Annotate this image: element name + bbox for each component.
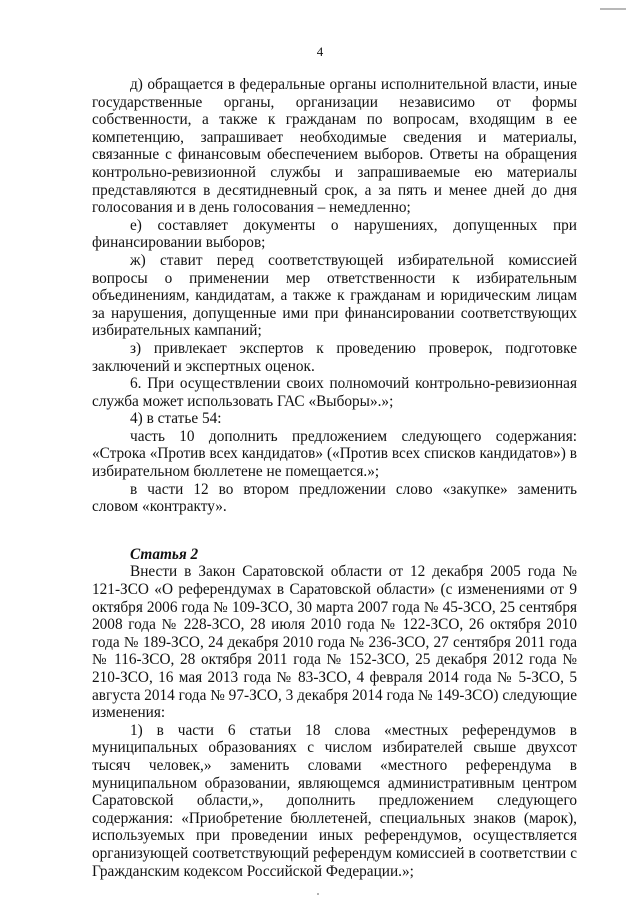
- section-heading-article-2: Статья 2: [130, 545, 199, 563]
- page-number: 4: [316, 44, 324, 59]
- paragraph-part-10: часть 10 дополнить предложением следующего содержания: «Строка «Против всех кандидатов» («Против всех списков кандидатов») в избирательном бюллетене не помещается.»;: [92, 427, 577, 481]
- paragraph-item-6: 6. При осуществлении своих полномочий контрольно-ревизионная служба может использовать ГАС «Выборы».»;: [92, 375, 577, 410]
- paragraph-part-12: в части 12 во втором предложении слово «закупке» заменить словом «контракту».: [92, 480, 577, 516]
- paragraph-e: е) составляет документы о нарушениях, допущенных при финансировании выборов;: [92, 216, 577, 252]
- scan-artifact: [317, 893, 319, 895]
- paragraph-article-2-item-1: 1) в части 6 статьи 18 слова «местных референдумов в муниципальных образованиях с числом избирателей свыше двухсот тысяч человек,» заменить словами «местного референдума в муниципальном образовании, являющемся административным центром Саратовской области,», дополнить предложением следующего содержания: «Приобретение бюллетеней, специальных знаков (марок), используемых при проведении иных референдумов, осуществляется организующей соответствующий референдум комиссией в соответствии с Гражданским кодексом Российской Федерации.»;: [92, 721, 577, 880]
- paragraph-item-4: 4) в статье 54:: [130, 410, 222, 428]
- paragraph-article-2-intro: Внести в Закон Саратовской области от 12 декабря 2005 года № 121-ЗСО «О референдумах в Саратовской области» (с изменениями от 9 октября 2006 года № 109-ЗСО, 30 марта 2007 года № 45-ЗСО, 25 сентября 2008 года № 228-ЗСО, 28 июля 2010 года № 122-ЗСО, 26 октября 2010 года № 189-ЗСО, 24 декабря 2010 года № 236-ЗСО, 27 сентября 2011 года № 116-ЗСО, 28 октября 2011 года № 152-ЗСО, 25 декабря 2012 года № 210-ЗСО, 16 мая 2013 года № 83-ЗСО, 4 февраля 2014 года № 5-ЗСО, 5 августа 2014 года № 97-ЗСО, 3 декабря 2014 года № 149-ЗСО) следующие изменения:: [92, 563, 577, 722]
- scan-corner-mark: [600, 8, 626, 10]
- paragraph-d: д) обращается в федеральные органы исполнительной власти, иные государственные органы, организации независимо от формы собственности, а также к гражданам по вопросам, входящим в ее компетенцию, запрашивает необходимые сведения и материалы, связанные с финансовым обеспечением выборов. Ответы на обращения контрольно-ревизионной службы и запрашиваемые ею материалы представляются в десятидневный срок, а за пять и менее дней до дня голосования и в день голосования – немедленно;: [92, 76, 577, 217]
- paragraph-z: з) привлекает экспертов к проведению проверок, подготовке заключений и экспертных оценок.: [92, 339, 577, 375]
- document-body: [92, 76, 577, 880]
- paragraph-zh: ж) ставит перед соответствующей избирательной комиссией вопросы о применении мер ответственности к избирательным объединениям, кандидатам, а также к гражданам и юридическим лицам за нарушения, допущенные ими при финансировании соответствующих избирательных кампаний;: [92, 251, 577, 340]
